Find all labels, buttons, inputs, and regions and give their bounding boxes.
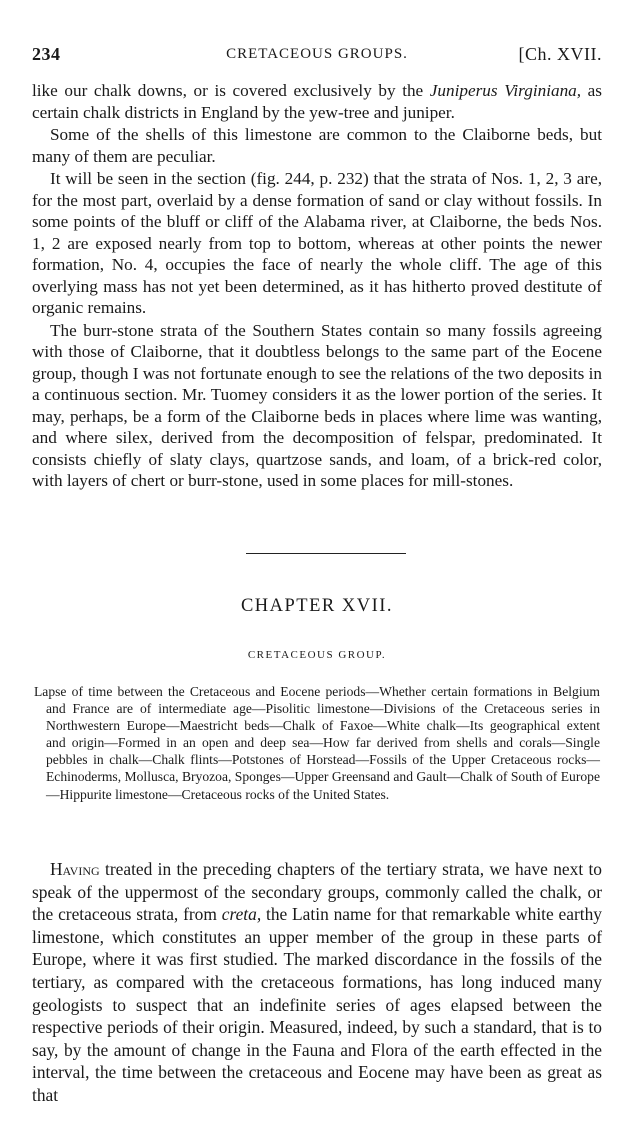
lead-word: Having — [50, 859, 100, 879]
section-divider — [246, 553, 406, 554]
species-name: Juniperus Virginiana, — [429, 81, 582, 100]
chapter-body — [32, 858, 602, 1107]
paragraph: Some of the shells of this limestone are common to the Claiborne beds, but many of them are peculiar. — [32, 125, 602, 166]
running-header — [32, 44, 602, 68]
paragraph-continuation: like our chalk downs, or is covered exclusively by the Juniperus Virginiana, as certain chalk districts in England by the yew-tree and juniper. — [32, 81, 602, 122]
page-number: 234 — [32, 44, 61, 64]
top-text-block — [32, 80, 602, 492]
paragraph: The burr-stone strata of the Southern States contain so many fossils agreeing with those of Claiborne, that it doubtless belongs to the same part of the Eocene group, though I was not fortunate enough to see the relations of the two deposits in a continuous section. Mr. Tuomey considers it as the lower portion of the series. It may, perhaps, be a form of the Claiborne beds in places where lime was wanting, and where silex, derived from the decomposition of felspar, predominated. It consists chiefly of slaty clays, quartzose sands, and loam, of a brick-red color, with layers of chert or burr-stone, used in some places for mill-stones. — [32, 320, 602, 490]
chapter-reference: [Ch. XVII. — [518, 44, 602, 64]
running-title: CRETACEOUS GROUPS. — [226, 46, 408, 62]
opening-paragraph: Having treated in the preceding chapters of the tertiary strata, we have next to speak of the uppermost of the secondary groups, commonly called the chalk, or the cretaceous strata, from creta, the Latin name for that remarkable white earthy limestone, which constitutes an upper member of the group in these parts of Europe, where it was first studied. The marked discordance in the fossils of the tertiary, as compared with the cretaceous formations, has long induced many geologists to suspect that an indefinite series of ages elapsed between the respective periods of their origin. Measured, indeed, by such a standard, that is to say, by the amount of change in the Fauna and Flora of the earth effected in the interval, the time between the cretaceous and Eocene may have been as great as that — [32, 859, 603, 1105]
chapter-summary: Lapse of time between the Cretaceous and Eocene periods—Whether certain formations in Belgium and France are of intermediate age—Pisolitic limestone—Divisions of the Cretaceous series in Northwestern Europe—Maestricht beds—Chalk of Faxoe—White chalk—Its geographical extent and origin—Formed in an open and deep sea—How far derived from shells and corals—Single pebbles in chalk—Chalk flints—Potstones of Horstead—Fossils of the Upper Cretaceous rocks—Echinoderms, Mollusca, Bryozoa, Sponges—Upper Greensand and Gault—Chalk of South of Europe—Hippurite limestone—Cretaceous rocks of the United States. — [34, 684, 600, 802]
chapter-subtitle: CRETACEOUS GROUP. — [247, 649, 387, 661]
latin-term: creta, — [221, 904, 262, 925]
chapter-title: CHAPTER XVII. — [240, 596, 394, 616]
paragraph: It will be seen in the section (fig. 244, p. 232) that the strata of Nos. 1, 2, 3 are, for the most part, overlaid by a dense formation of sand or clay without fossils. In some points of the bluff or cliff of the Alabama river, at Claiborne, the beds Nos. 1, 2 are exposed nearly from top to bottom, whereas at other points the newer formation, No. 4, occupies the face of nearly the whole cliff. The age of this overlying mass has not yet been determined, as it has hitherto proved destitute of organic remains. — [32, 169, 602, 317]
